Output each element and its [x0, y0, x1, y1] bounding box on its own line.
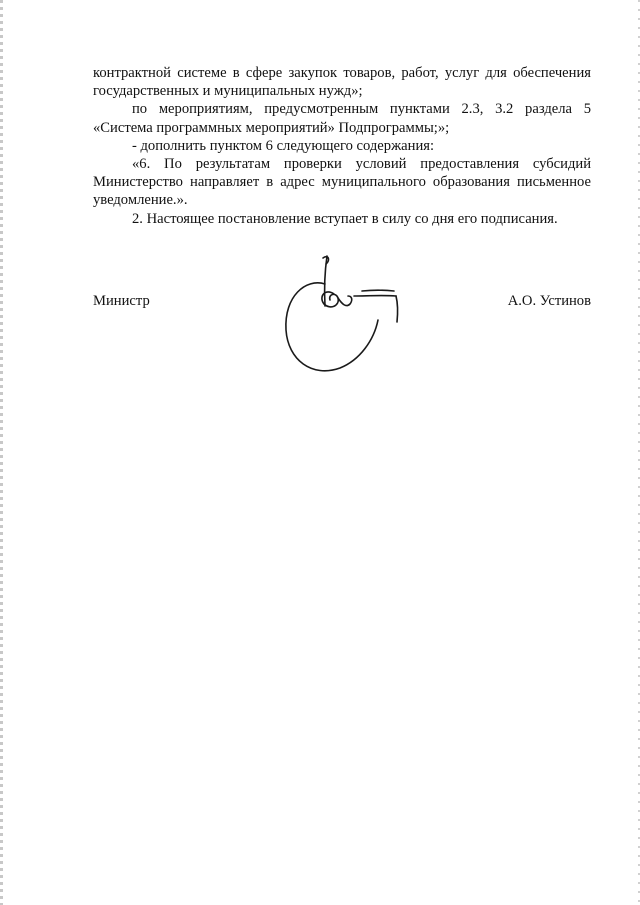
signer-position: Министр: [93, 293, 150, 309]
handwritten-signature: [278, 250, 408, 390]
paragraph-continuation: контрактной системе в сфере закупок товаров, работ, услуг для обеспечения государственных и муниципальных нужд»;: [93, 65, 591, 100]
paragraph-item-6: «6. По результатам проверки условий предоставления субсидий Министерство направляет в адрес муниципального образования письменное уведомление.».: [93, 156, 591, 209]
signer-name: А.О. Устинов: [507, 293, 591, 309]
document-body: [93, 64, 591, 228]
paragraph-add-item: - дополнить пунктом 6 следующего содержания:: [132, 137, 435, 154]
paragraph-effective-date: 2. Настоящее постановление вступает в силу со дня его подписания.: [132, 210, 558, 227]
paragraph-measures: по мероприятиям, предусмотренным пунктами 2.3, 3.2 раздела 5 «Система программных мероприятий» Подпрограммы;»;: [93, 101, 591, 136]
scan-edge-left: [0, 0, 3, 905]
